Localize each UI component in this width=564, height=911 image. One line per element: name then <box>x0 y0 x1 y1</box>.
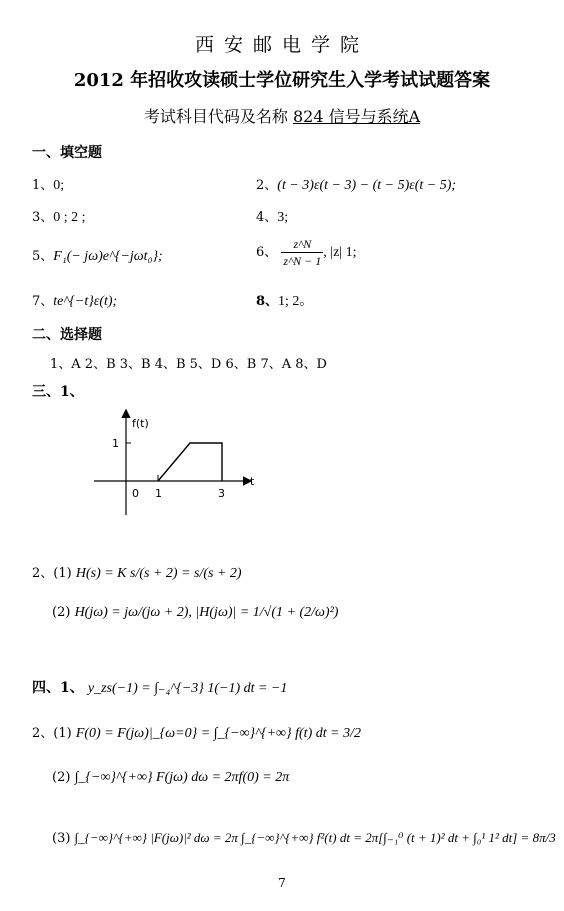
exam-subtitle <box>0 104 564 127</box>
fill-item-6-fraction: $\frac{z\^{}N}{z\^{}N - 1}$ <box>283 237 322 268</box>
fill-item-7: 7、te^{−t}ε(t); <box>32 294 118 309</box>
choice-answers: 1、A 2、B 3、B 4、B 5、D 6、B 7、A 8、D <box>50 357 327 372</box>
q4-1: 四、1、 y_zs(−1) = ∫₋₄^{−3} 1(−1) dt = −1 <box>32 680 288 696</box>
section3-heading: 三、1、 <box>32 384 84 400</box>
fill-item-3: 3、0 ; 2 ; <box>32 210 86 225</box>
signal-curve <box>158 443 222 481</box>
graph-xtick-0: 0 <box>132 487 139 500</box>
q4-2-part1: 2、(1) F(0) = F(jω)|_{ω=0} = ∫_{−∞}^{+∞} f(t) dt = 3/2 <box>32 726 361 741</box>
graph-xtick-1: 1 <box>155 487 162 500</box>
section4-heading: 四、1、 <box>32 680 84 696</box>
university-name: 西安邮电学院 <box>194 34 369 56</box>
q3-2-part2: (2) H(jω) = jω/(jω + 2), |H(jω)| = 1/√(1 + (2/ω)²) <box>52 605 339 620</box>
fill-item-6: 6、 $\frac{z\^{}N}{z\^{}N - 1}$ , |z| 1; <box>256 237 357 268</box>
signal-graph <box>80 405 280 520</box>
fill-item-5: 5、F₁(− jω)e^{−jωt₀}; <box>32 249 163 264</box>
q3-2-part1: 2、(1) H(s) = K s/(s + 2) = s/(s + 2) <box>32 566 242 581</box>
section1-heading: 一、填空题 <box>32 145 102 161</box>
graph-xlabel: t <box>250 475 255 488</box>
fill-item-4: 4、3; <box>256 210 289 225</box>
graph-ytick-1: 1 <box>112 437 119 450</box>
fill-item-2: 2、(t − 3)ε(t − 3) − (t − 5)ε(t − 5); <box>256 178 457 193</box>
q4-2-part2: (2) ∫_{−∞}^{+∞} F(jω) dω = 2πf(0) = 2π <box>52 770 290 785</box>
graph-ylabel: f(t) <box>132 417 149 430</box>
q4-2-part3: (3) ∫_{−∞}^{+∞} |F(jω)|² dω = 2π ∫_{−∞}^{+∞} f²(t) dt = 2π[∫₋₁⁰ (t + 1)² dt + ∫₀¹ 1² dt] = 8π/3 <box>52 830 556 846</box>
exam-title: 2012 年招收攻读硕士学位研究生入学考试试题答案 <box>73 70 491 91</box>
page-number: 7 <box>278 876 286 890</box>
section2-heading: 二、选择题 <box>32 327 102 343</box>
fill-item-8: 8、1; 2。 <box>256 294 314 309</box>
subtitle-prefix: 考试科目代码及名称 <box>143 107 293 126</box>
graph-xtick-3: 3 <box>218 487 225 500</box>
fill-item-1: 1、0; <box>32 178 65 193</box>
subtitle-course: 824 信号与系统A <box>292 107 421 126</box>
